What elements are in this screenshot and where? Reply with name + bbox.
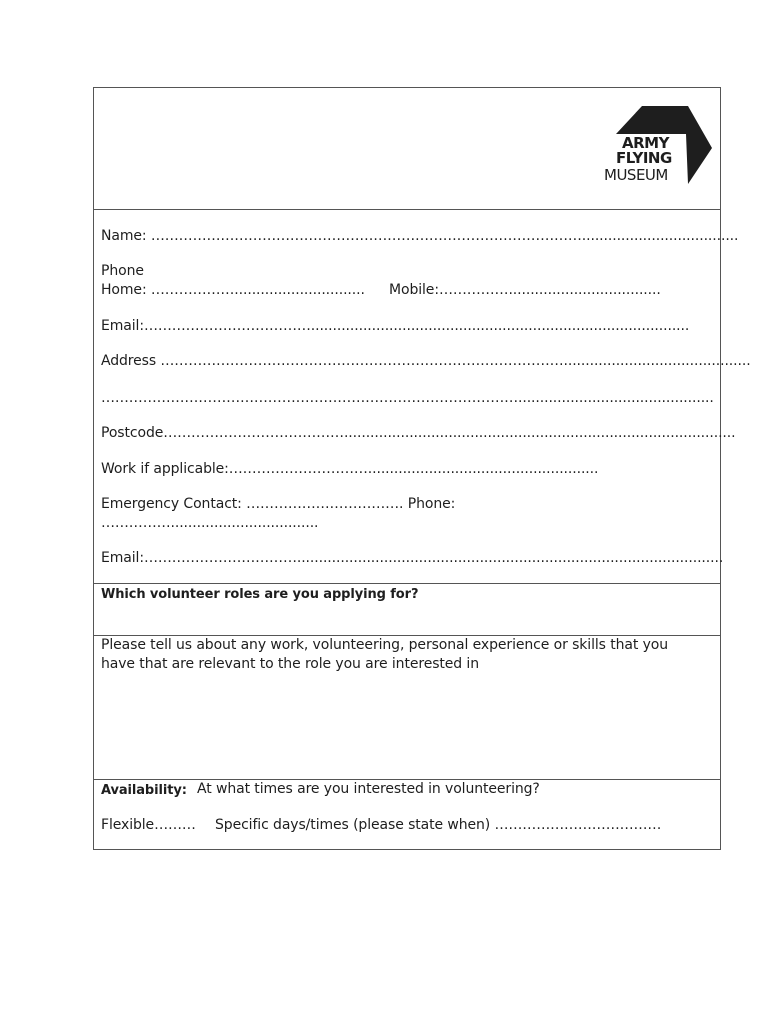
- experience-question-line-1: Please tell us about any work, volunteering, personal experience or skills that you: [101, 637, 668, 653]
- logo-line-flying: FLYING: [616, 149, 672, 167]
- work-field[interactable]: Work if applicable:………………………….....................................................: [101, 461, 599, 477]
- divider: [94, 635, 720, 636]
- divider: [94, 583, 720, 584]
- logo-line-army: ARMY: [622, 134, 669, 152]
- emergency-phone-field[interactable]: ……………..................................: [101, 515, 319, 531]
- name-field[interactable]: Name: …………………………………………………………………………………....................................: [101, 228, 739, 244]
- email-field[interactable]: Email:……………………………….......................................................................................: [101, 318, 690, 334]
- divider: [94, 209, 720, 210]
- emergency-email-field[interactable]: Email:……………………………..................................................................................................: [101, 550, 724, 566]
- availability-label: Availability:: [101, 783, 187, 798]
- postcode-field[interactable]: Postcode…………………………………..........................................................................................: [101, 425, 736, 441]
- volunteer-form: [93, 87, 751, 850]
- flexible-option[interactable]: Flexible………: [101, 817, 196, 833]
- specific-times-field[interactable]: Specific days/times (please state when) ………………………………: [215, 817, 662, 833]
- home-phone-field[interactable]: Home: ………………..............................: [101, 282, 365, 298]
- logo-line-museum: MUSEUM: [604, 166, 668, 184]
- army-flying-museum-logo: [602, 104, 714, 188]
- address-field[interactable]: Address ……………………………………………………………………………...........................................: [101, 353, 751, 369]
- form-header: [94, 88, 720, 209]
- mobile-phone-field[interactable]: Mobile:……………...................................: [389, 282, 661, 298]
- availability-question: At what times are you interested in volunteering?: [197, 781, 540, 797]
- roles-question: Which volunteer roles are you applying for?: [101, 587, 419, 602]
- address-line-2-field[interactable]: ……………………………………………………………………………….............................................: [101, 390, 714, 406]
- phone-label: Phone: [101, 263, 144, 279]
- divider: [94, 779, 720, 780]
- experience-question-line-2: have that are relevant to the role you are interested in: [101, 656, 479, 672]
- emergency-contact-field[interactable]: Emergency Contact: ……………………………. Phone:: [101, 496, 456, 512]
